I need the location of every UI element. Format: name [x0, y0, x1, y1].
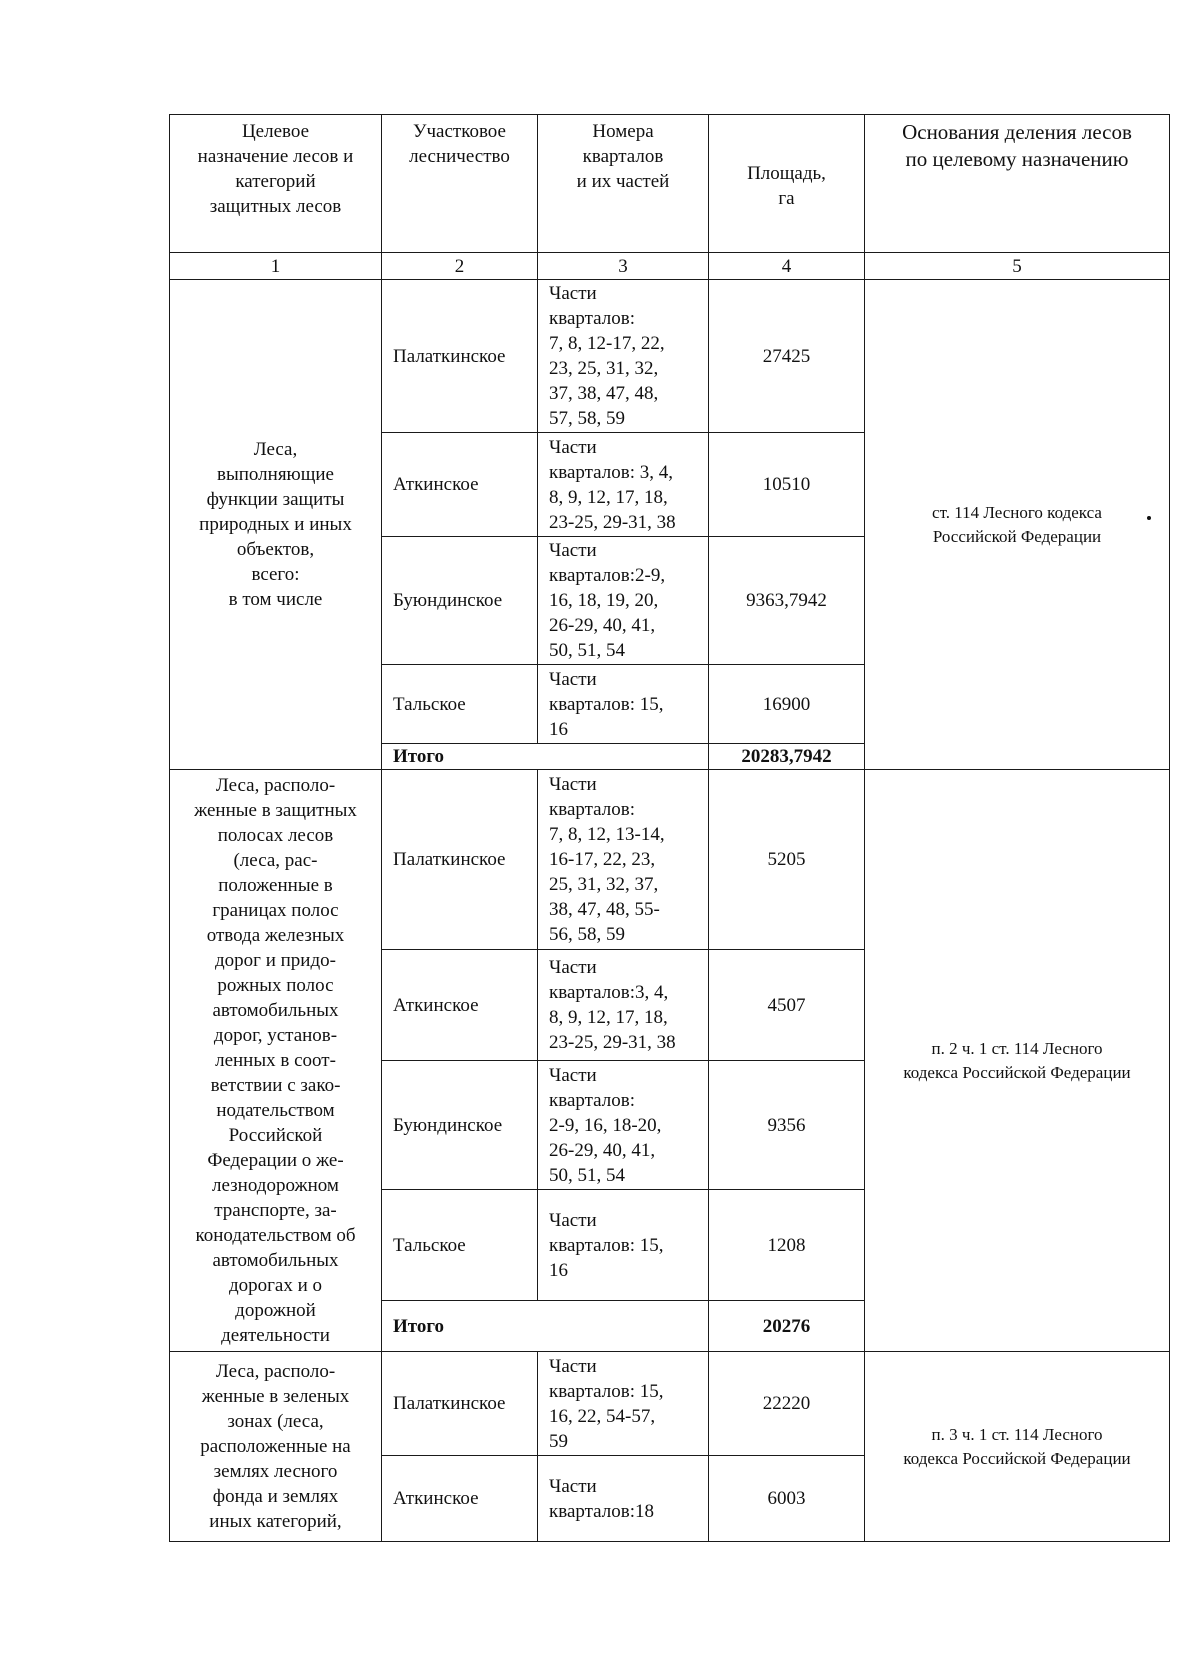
stray-dot-mark [1147, 516, 1151, 520]
area-value: 9363,7942 [709, 537, 865, 665]
ranger-district: Палаткинское [382, 280, 538, 433]
ranger-district: Аткинское [382, 433, 538, 537]
ranger-district: Палаткинское [382, 770, 538, 950]
table-row [170, 280, 1170, 433]
section-purpose: Леса, располо- женные в защитных полосах лесов (леса, рас- положенные в границах полос отвода железных дорог и придо- рожных полос автомобильных дорог, установ- ленных в соот- ветствии с зако- нодательством Российской Федерации о же- лезнодорожном транспорте, за- конодательством об автомобильных дорогах и о дорожной деятельности [170, 770, 382, 1352]
quarter-numbers: Части кварталов: 15, 16, 22, 54-57, 59 [538, 1352, 709, 1456]
header-ranger-district: Участковое лесничество [382, 115, 538, 253]
section-basis: п. 2 ч. 1 ст. 114 Лесного кодекса Российской Федерации [865, 770, 1170, 1352]
column-number: 1 [170, 253, 382, 280]
ranger-district: Палаткинское [382, 1352, 538, 1456]
total-value: 20276 [709, 1301, 865, 1352]
area-value: 5205 [709, 770, 865, 950]
area-value: 1208 [709, 1190, 865, 1301]
ranger-district: Буюндинское [382, 537, 538, 665]
forest-purpose-table [169, 114, 1170, 1542]
quarter-numbers: Части кварталов:3, 4, 8, 9, 12, 17, 18, 23-25, 29-31, 38 [538, 950, 709, 1061]
quarter-numbers: Части кварталов: 3, 4, 8, 9, 12, 17, 18, 23-25, 29-31, 38 [538, 433, 709, 537]
area-value: 16900 [709, 665, 865, 744]
total-label: Итого [382, 744, 709, 770]
header-purpose: Целевое назначение лесов и категорий защитных лесов [170, 115, 382, 253]
quarter-numbers: Части кварталов: 2-9, 16, 18-20, 26-29, 40, 41, 50, 51, 54 [538, 1061, 709, 1190]
table-row [170, 770, 1170, 950]
header-quarter-numbers: Номера кварталов и их частей [538, 115, 709, 253]
column-number: 4 [709, 253, 865, 280]
total-label: Итого [382, 1301, 709, 1352]
area-value: 27425 [709, 280, 865, 433]
area-value: 22220 [709, 1352, 865, 1456]
column-number-row [170, 253, 1170, 280]
quarter-numbers: Части кварталов: 7, 8, 12, 13-14, 16-17, 22, 23, 25, 31, 32, 37, 38, 47, 48, 55- 56, 58, 59 [538, 770, 709, 950]
quarter-numbers: Части кварталов: 15, 16 [538, 665, 709, 744]
column-number: 2 [382, 253, 538, 280]
area-value: 9356 [709, 1061, 865, 1190]
header-row [170, 115, 1170, 253]
header-area: Площадь, га [709, 115, 865, 253]
ranger-district: Тальское [382, 1190, 538, 1301]
area-value: 10510 [709, 433, 865, 537]
quarter-numbers: Части кварталов:18 [538, 1456, 709, 1542]
column-number: 3 [538, 253, 709, 280]
ranger-district: Аткинское [382, 1456, 538, 1542]
header-division-basis: Основания деления лесов по целевому назначению [865, 115, 1170, 253]
quarter-numbers: Части кварталов:2-9, 16, 18, 19, 20, 26-29, 40, 41, 50, 51, 54 [538, 537, 709, 665]
ranger-district: Буюндинское [382, 1061, 538, 1190]
table-row [170, 1352, 1170, 1456]
ranger-district: Аткинское [382, 950, 538, 1061]
quarter-numbers: Части кварталов: 7, 8, 12-17, 22, 23, 25, 31, 32, 37, 38, 47, 48, 57, 58, 59 [538, 280, 709, 433]
section-purpose: Леса, располо- женные в зеленых зонах (леса, расположенные на землях лесного фонда и землях иных категорий, [170, 1352, 382, 1542]
area-value: 4507 [709, 950, 865, 1061]
quarter-numbers: Части кварталов: 15, 16 [538, 1190, 709, 1301]
total-value: 20283,7942 [709, 744, 865, 770]
area-value: 6003 [709, 1456, 865, 1542]
section-purpose: Леса, выполняющие функции защиты природных и иных объектов, всего: в том числе [170, 280, 382, 770]
section-basis: п. 3 ч. 1 ст. 114 Лесного кодекса Российской Федерации [865, 1352, 1170, 1542]
ranger-district: Тальское [382, 665, 538, 744]
column-number: 5 [865, 253, 1170, 280]
section-basis: ст. 114 Лесного кодекса Российской Федерации [865, 280, 1170, 770]
